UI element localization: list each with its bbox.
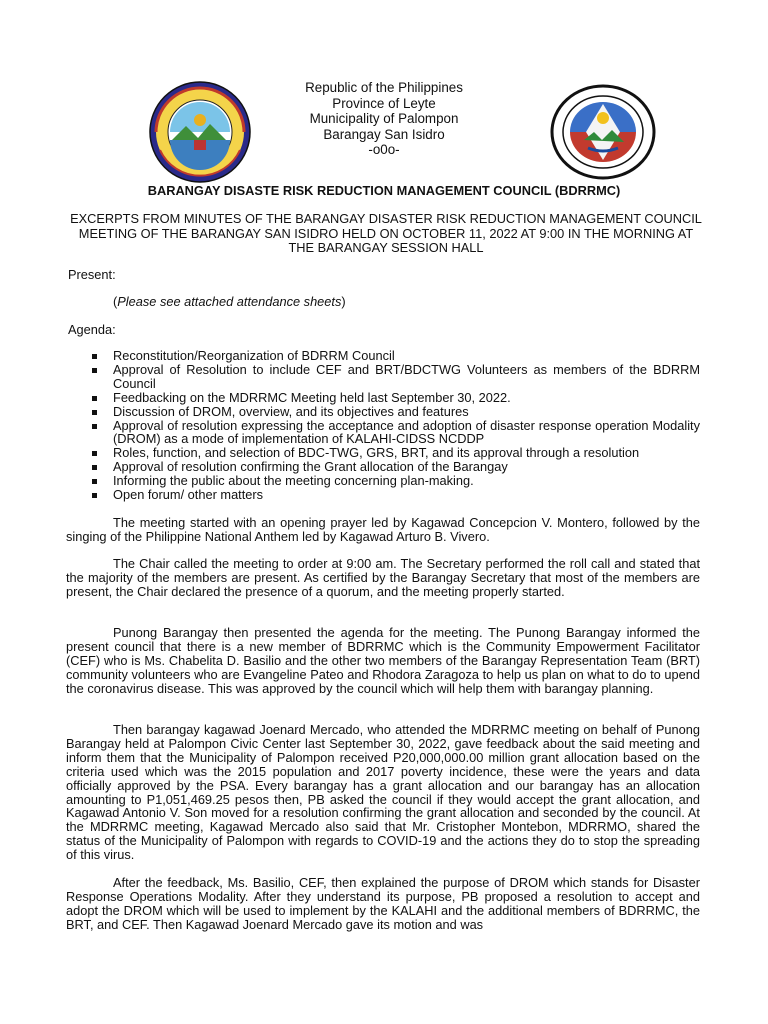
paragraph-drom-explanation: After the feedback, Ms. Basilio, CEF, then explained the purpose of DROM which stands for Disaster Response Operations Modality. After they understand its purpose, PB proposed a resolution to accept and adopt the DROM which will be used to implement by the KALAHI and the additional members of BDRRMC, the BRT, and CEF. Then Kagawad Joenard Mercado gave its motion and was — [66, 875, 700, 932]
present-label: Present: — [68, 267, 116, 282]
letterhead-province: Province of Leyte — [332, 95, 436, 111]
agenda-list — [92, 349, 700, 502]
paragraph-mdrrmc-feedback: Then barangay kagawad Joenard Mercado, who attended the MDRRMC meeting on behalf of Punong Barangay held at Palompon Civic Center last September 30, 2022, gave feedback about the said meeting and inform them that the Municipality of Palompon received P20,000,000.00 million grant allocation based on the criteria used which was the 2015 population and 2017 poverty incidence, these were the years and data officially approved by the PSA. Every barangay has a grant allocation and our barangay has an allocation amounting to P1,051,469.25 pesos then, PB asked the council if they would accept the grant allocation, and Kagawad Antonio V. Son moved for a resolution confirming the grant allocation and seconded by the council. At the MDRRMC meeting, Kagawad Mercado also said that Mr. Cristopher Montebon, MDRRMO, shared the status of the Municipality of Palompon with regards to COVID-19 and the actions they do to stop the spreading of this virus. — [66, 722, 700, 863]
agenda-label: Agenda: — [68, 322, 116, 337]
letterhead-barangay: Barangay San Isidro — [323, 126, 445, 142]
agenda-item: Approval of Resolution to include CEF and BRT/BDCTWG Volunteers as members of the BDRRM Council — [92, 363, 700, 391]
agenda-item: Open forum/ other matters — [92, 488, 700, 502]
letterhead — [0, 80, 768, 158]
paragraph-roll-call: The Chair called the meeting to order at 9:00 am. The Secretary performed the roll call and stated that the majority of the members are present. As certified by the Barangay Secretary that most of the members are present, the Chair declared the presence of a quorum, and the meeting properly started. — [66, 556, 700, 599]
agenda-item: Roles, function, and selection of BDC-TWG, GRS, BRT, and its approval through a resolution — [92, 446, 700, 460]
agenda-item: Discussion of DROM, overview, and its objectives and features — [92, 405, 700, 419]
agenda-item: Approval of resolution expressing the acceptance and adoption of disaster response operation Modality (DROM) as a mode of implementation of KALAHI-CIDSS NCDDP — [92, 419, 700, 447]
agenda-item: Reconstitution/Reorganization of BDRRM Council — [92, 349, 700, 363]
council-title: BARANGAY DISASTE RISK REDUCTION MANAGEMENT COUNCIL (BDRRMC) — [147, 183, 621, 198]
agenda-item: Informing the public about the meeting concerning plan-making. — [92, 474, 700, 488]
agenda-item: Approval of resolution confirming the Grant allocation of the Barangay — [92, 460, 700, 474]
agenda-item: Feedbacking on the MDRRMC Meeting held last September 30, 2022. — [92, 391, 700, 405]
letterhead-republic: Republic of the Philippines — [305, 80, 463, 95]
letterhead-ornament: -o0o- — [368, 142, 400, 158]
minutes-heading: EXCERPTS FROM MINUTES OF THE BARANGAY DISASTER RISK REDUCTION MANAGEMENT COUNCIL MEETING OF THE BARANGAY SAN ISIDRO HELD ON OCTOBER 11, 2022 AT 9:00 IN THE MORNING AT THE BARANGAY SESSION HALL — [70, 211, 702, 256]
attendance-note-text: Please see attached attendance sheets — [117, 294, 342, 309]
letterhead-municipality: Municipality of Palompon — [309, 111, 459, 127]
paragraph-agenda-presentation: Punong Barangay then presented the agenda for the meeting. The Punong Barangay informed the present council that there is a new member of BDRRMC which is the Community Empowerment Facilitator (CEF) who is Ms. Chabelita D. Basilio and the other two members of the Barangay Representation Team (BRT) community volunteers who are Evangeline Pateo and Rhodora Zaragoza to help us plan on what to do to upend the coronavirus disease. This was approved by the council which will help them with barangay planning. — [66, 625, 700, 696]
paragraph-opening: The meeting started with an opening prayer led by Kagawad Concepcion V. Montero, followed by the singing of the Philippine National Anthem led by Kagawad Arturo B. Vivero. — [66, 515, 700, 544]
attendance-note: (Please see attached attendance sheets) — [113, 294, 346, 309]
